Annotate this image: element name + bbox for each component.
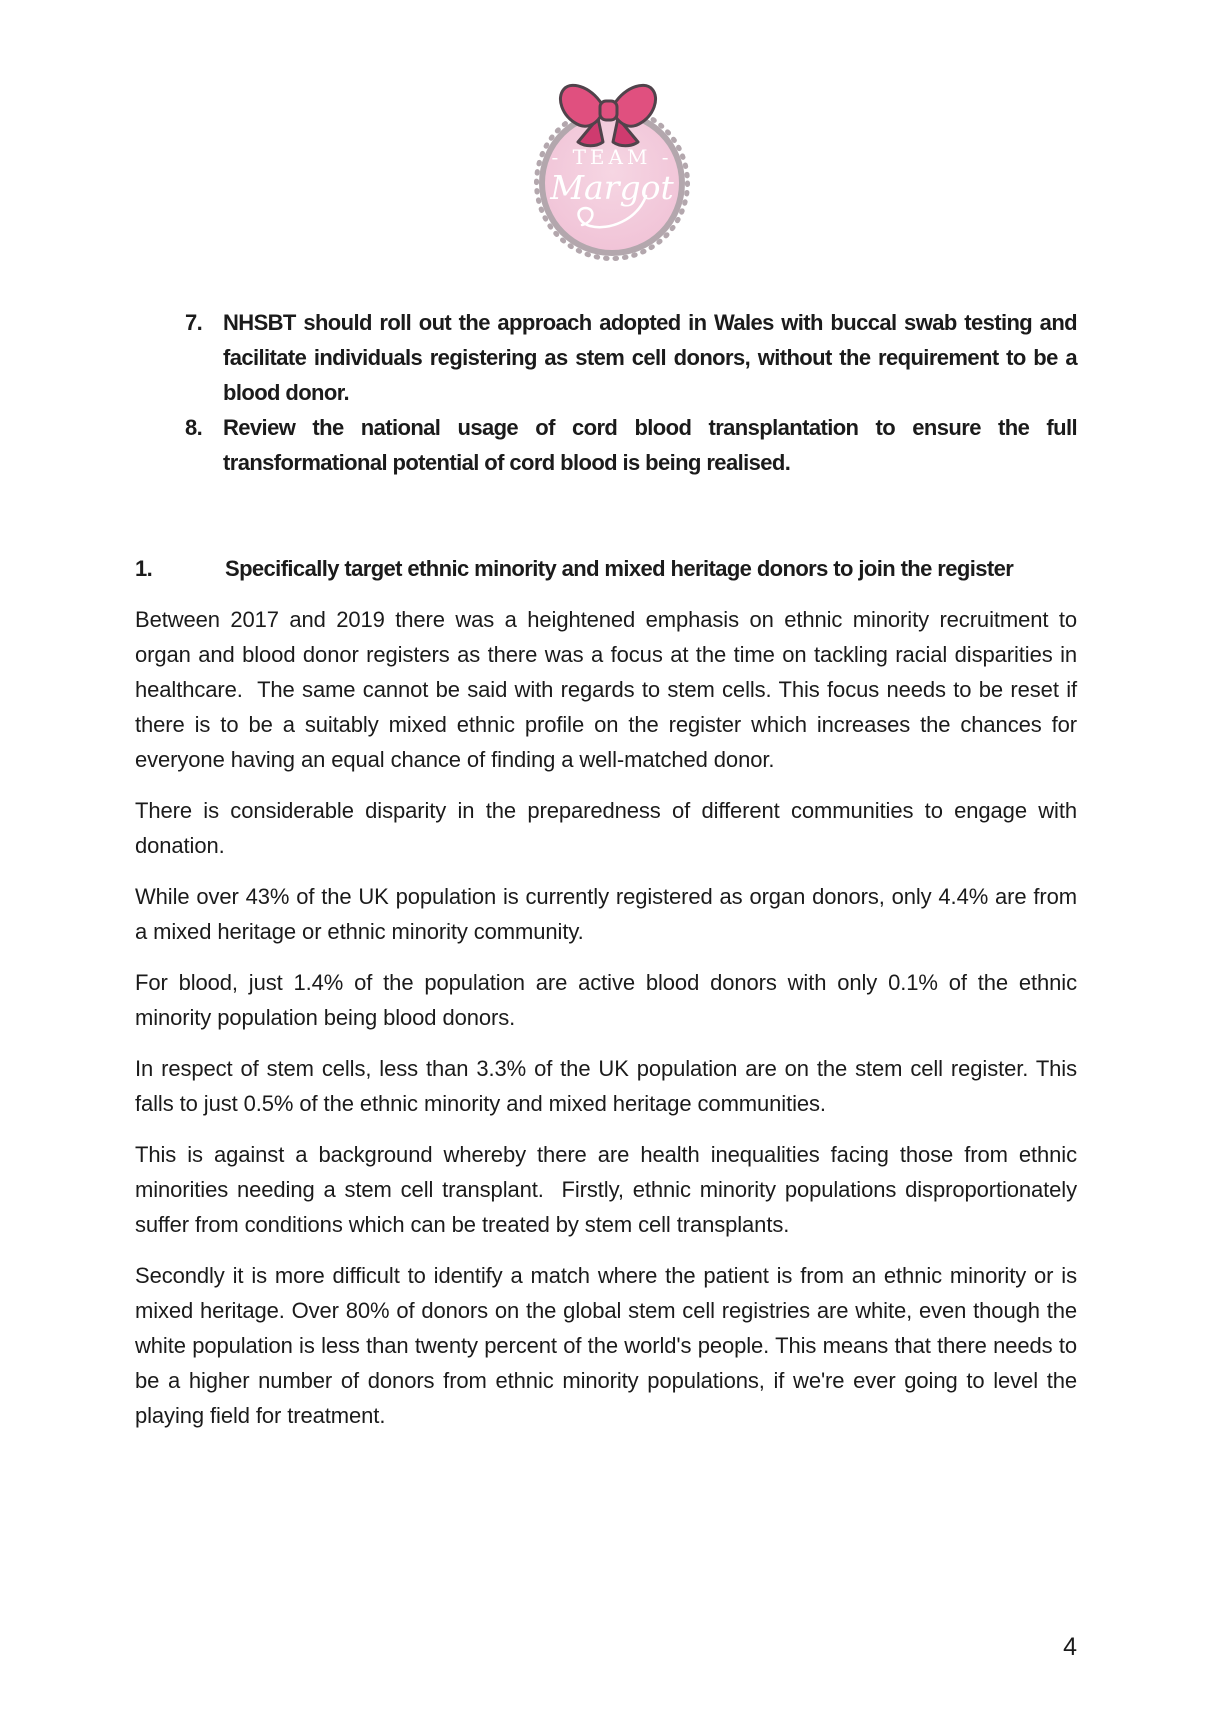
list-item (135, 305, 1077, 410)
paragraph: Between 2017 and 2019 there was a heightened emphasis on ethnic minority recruitment to organ and blood donor registers as there was a focus at the time on tackling racial disparities in healthcare. The same cannot be said with regards to stem cells. This focus needs to be reset if there is to be a suitably mixed ethnic profile on the register which increases the chances for everyone having an equal chance of finding a well-matched donor. (135, 607, 1077, 772)
paragraph: In respect of stem cells, less than 3.3% of the UK population are on the stem cell register. This falls to just 0.5% of the ethnic minority and mixed heritage communities. (135, 1056, 1077, 1116)
list-item (135, 410, 1077, 480)
page-content (135, 0, 1077, 1433)
list-item-text: NHSBT should roll out the approach adopted in Wales with buccal swab testing and facilitate individuals registering as stem cell donors, without the requirement to be a blood donor. (223, 310, 1077, 405)
recommendations-list (135, 305, 1077, 480)
list-item-number: 8. (185, 415, 203, 440)
paragraph: There is considerable disparity in the preparedness of different communities to engage with donation. (135, 798, 1077, 858)
list-item-number: 7. (185, 310, 203, 335)
paragraph: While over 43% of the UK population is currently registered as organ donors, only 4.4% are from a mixed heritage or ethnic minority community. (135, 884, 1077, 944)
paragraph: Secondly it is more difficult to identify a match where the patient is from an ethnic minority or is mixed heritage. Over 80% of donors on the global stem cell registries are white, even though the white population is less than twenty percent of the world's people. This means that there needs to be a higher number of donors from ethnic minority populations, if we're ever going to level the playing field for treatment. (135, 1263, 1077, 1428)
list-item-text: Review the national usage of cord blood transplantation to ensure the full transformational potential of cord blood is being realised. (223, 415, 1077, 475)
section-heading-text: Specifically target ethnic minority and mixed heritage donors to join the register (225, 556, 1014, 581)
paragraph: This is against a background whereby there are health inequalities facing those from ethnic minorities needing a stem cell transplant. Firstly, ethnic minority populations disproportionately suffer from conditions which can be treated by stem cell transplants. (135, 1142, 1077, 1237)
logo-name-text: Margot (550, 168, 674, 207)
logo-team-text: - TEAM - (551, 145, 673, 169)
page-number: 4 (1063, 1633, 1077, 1661)
section-number: 1. (135, 556, 153, 581)
paragraph: For blood, just 1.4% of the population are active blood donors with only 0.1% of the ethnic minority population being blood donors. (135, 970, 1077, 1030)
section-heading (135, 551, 1077, 586)
